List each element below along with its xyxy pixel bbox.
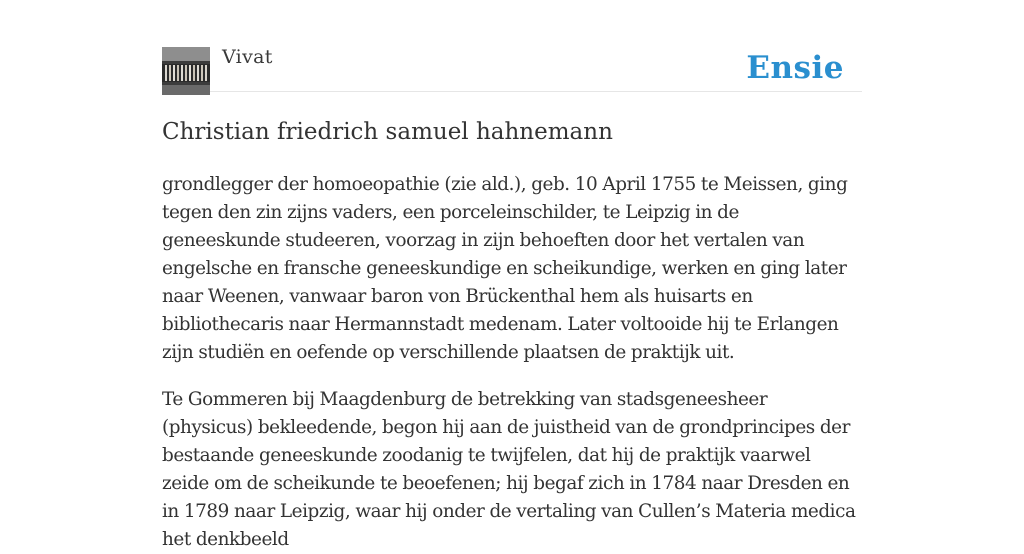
- avatar[interactable]: [162, 47, 210, 95]
- article-header: [162, 0, 862, 92]
- article-page: [162, 0, 862, 550]
- author-name[interactable]: Vivat: [222, 46, 273, 68]
- article-paragraph: Te Gommeren bij Maagdenburg de betrekking van stadsgeneesheer (physicus) bekleedende, begon hij aan de juistheid van de grondprincipes der bestaande geneeskunde zoodanig te twijfelen, dat hij de praktijk vaarwel zeide om de scheikunde te beoefenen; hij begaf zich in 1784 naar Dresden en in 1789 naar Leipzig, waar hij onder de vertaling van Cullen’s Materia medica het denkbeeld: [162, 389, 856, 550]
- article-body: [162, 171, 862, 554]
- bookshelf-avatar-image: [162, 47, 210, 95]
- ensie-logo[interactable]: Ensie: [746, 50, 844, 86]
- page-title: Christian friedrich samuel hahnemann: [162, 119, 613, 145]
- article-paragraph: grondlegger der homoeopathie (zie ald.), geb. 10 April 1755 te Meissen, ging tegen den zin zijns vaders, een porceleinschilder, te Leipzig in de geneeskunde studeeren, voorzag in zijn behoeften door het vertalen van engelsche en fransche geneeskundige en scheikundige, werken en ging later naar Weenen, vanwaar baron von Brückenthal hem als huisarts en bibliothecaris naar Hermannstadt medenam. Later voltooide hij te Erlangen zijn studiën en oefende op verschillende plaatsen de praktijk uit.: [162, 174, 848, 363]
